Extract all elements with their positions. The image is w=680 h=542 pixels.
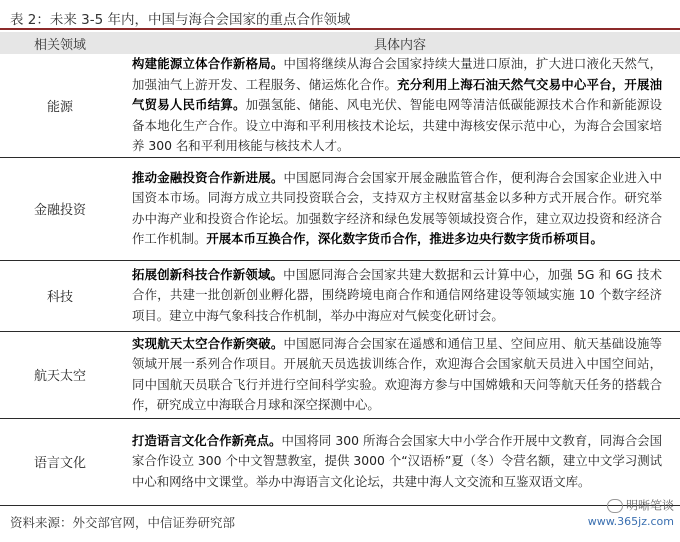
content-text: 中国将继续从海合会国家持续大量进口原油，扩大进口液化天然气，加强油气上游开发、工程服务、储运炼化合作。 [132,56,663,92]
content-text: 中国愿同海合会国家共建大数据和云计算中心，加强 5G 和 6G 技术合作，共建一批创新创业孵化器，围绕跨境电商合作和通信网络建设等领域实施 10 个数字经济项目。建立中海气象科技合作机制，举办中海应对气候变化研讨会。 [132,266,662,323]
table-row-technology [0,260,680,331]
watermark-name: 明晰笔谈 [625,498,674,513]
table-body [0,54,680,505]
content-highlight: 开展本币互换合作，深化数字货币合作，推进多边央行数字货币桥项目。 [206,231,603,246]
content-highlight: 实现航天太空合作新突破。 [132,335,284,351]
domain-cell: 语言文化 [0,418,120,505]
header-content: 具体内容 [120,32,680,54]
table-caption: 表 2：未来 3-5 年内，中国与海合会国家的重点合作领域 [10,12,351,28]
domain-cell: 金融投资 [0,157,120,260]
content-highlight: 构建能源立体合作新格局。 [132,56,284,71]
content-text: 加强氢能、储能、风电光伏、智能电网等清洁低碳能源技术合作和新能源设备本地化生产合作。设立中海和平利用核技术论坛，共建中海核安保示范中心，为海合会国家培养 300 名和平利用核能与核技术人才。 [132,97,663,153]
domain-cell: 科技 [0,260,120,331]
content-cell [120,418,680,505]
header-domain: 相关领域 [0,32,120,54]
table-row-aerospace [0,331,680,418]
content-highlight: 拓展创新科技合作新领域。 [132,266,284,282]
table-row-energy [0,54,680,157]
source-note: 资料来源：外交部官网，中信证券研究部 [10,515,236,530]
content-highlight: 充分利用上海石油天然气交易中心平台，开展油气贸易人民币结算。 [132,76,663,112]
table-header-row [0,32,680,54]
table-row-finance [0,157,680,260]
content-cell [120,260,680,331]
wechat-icon [607,499,623,513]
table-row-language-culture [0,418,680,505]
watermark-url: www.365jz.com [587,514,674,528]
content-text: 中国将同 300 所海合会国家大中小学合作开展中文教育，同海合会国家合作设立 300 个中文智慧教室，提供 3000 个“汉语桥”夏（冬）令营名额，建立中文学习测试中心和网络中文课堂。举办中海语言文化论坛，共建中海人文交流和互鉴双语文库。 [132,432,663,489]
content-highlight: 打造语言文化合作新亮点。 [132,432,282,448]
content-cell [120,331,680,418]
cooperation-table [0,32,680,506]
caption-rule [0,28,680,30]
watermark [588,498,674,529]
content-text: 中国愿同海合会国家开展金融监管合作，便利海合会国家企业进入中国资本市场。同海方成立共同投资联合会，支持双方主权财富基金以多种方式开展合作。研究举办中海产业和投资合作论坛。加强数字经济和绿色发展等领域投资合作，建立双边投资和经济合作工作机制。 [132,169,663,246]
domain-cell: 能源 [0,54,120,157]
content-cell [120,157,680,260]
domain-cell: 航天太空 [0,331,120,418]
content-cell [120,54,680,157]
content-text: 中国愿同海合会国家在遥感和通信卫星、空间应用、航天基础设施等领域开展一系列合作项目。开展航天员选拔训练合作，欢迎海合会国家航天员进入中国空间站，同中国航天员联合飞行并进行空间科学实验。欢迎海方参与中国嫦娥和天问等航天任务的搭载合作，研究成立中海联合月球和深空探测中心。 [132,335,663,412]
content-highlight: 推动金融投资合作新进展。 [132,169,284,185]
